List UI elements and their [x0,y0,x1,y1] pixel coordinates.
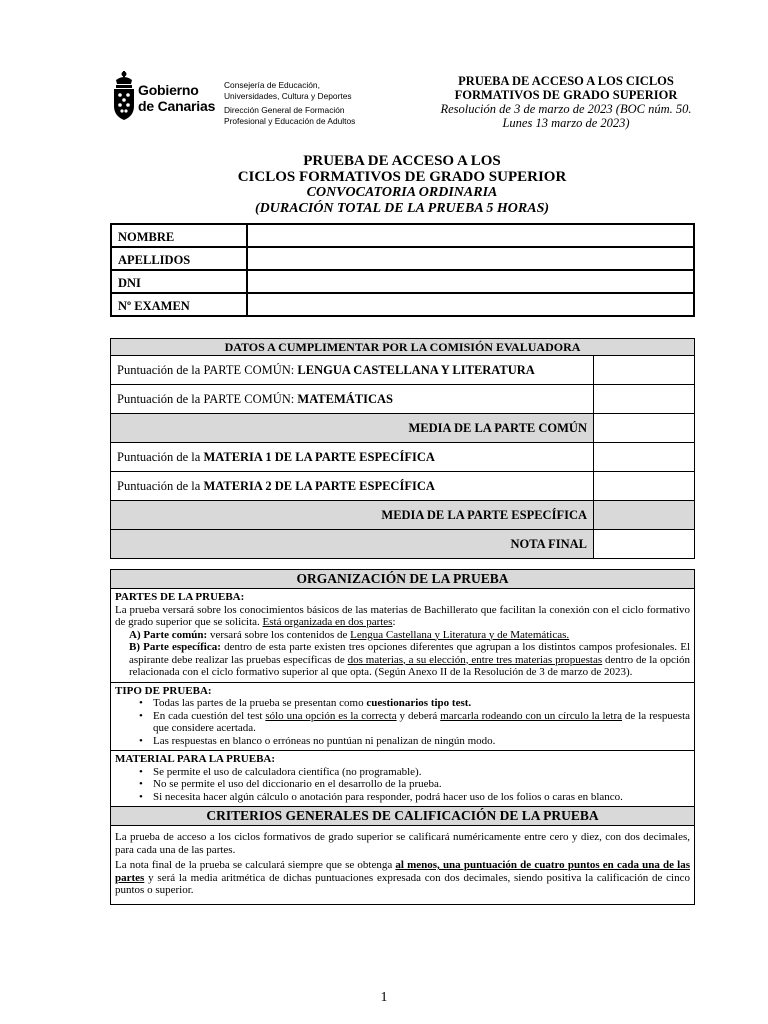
title-line-2: CICLOS FORMATIVOS DE GRADO SUPERIOR [237,169,567,185]
header-resolution-2: Lunes 13 marzo de 2023) [502,116,630,130]
header-title-1: PRUEBA DE ACCESO A LOS CICLOS [458,74,674,88]
tipo-item-1-text: Todas las partes de la prueba se presentan como [153,697,367,709]
parte-especifica-item [115,641,690,679]
document-title [110,153,694,216]
nota-final-field[interactable] [594,530,695,559]
media-especifica-label: MEDIA DE LA PARTE ESPECÍFICA [111,501,594,530]
title-line-3: CONVOCATORIA ORDINARIA [306,185,498,200]
partes-section [111,589,694,683]
header-resolution-1: Resolución de 3 de marzo de 2023 (BOC núm. 50. [440,102,692,116]
score-lengua-label [111,356,594,385]
score-lengua-subject: LENGUA CASTELLANA Y LITERATURA [297,362,535,377]
partes-text-underlined: Está organizada en dos partes [262,616,393,628]
tipo-item-1-bold: cuestionarios tipo test. [366,697,472,709]
criteria-section [111,826,694,904]
gov-name-line-2: de Canarias [138,98,216,114]
coat-of-arms-icon [110,70,138,124]
material-item-1: • Se permite el uso de calculadora científica (no programable). [115,766,690,779]
criteria-paragraph-2 [115,859,690,897]
tipo-item-2 [115,710,690,735]
tipo-item-2-u1: sólo una opción es la correcta [265,709,397,722]
criteria-paragraph-1: La prueba de acceso a los ciclos formativos de grado superior se calificará numéricamente entre cero y diez, con dos decimales, para cada una de las partes. [115,831,690,856]
dept-line-4: Profesional y Educación de Adultos [224,115,356,126]
score-matematicas-subject: MATEMÁTICAS [297,391,393,406]
score-matematicas-prefix: Puntuación de la PARTE COMÚN: [117,391,298,406]
criteria-p2-bold: al menos, una puntuación de cuatro puntos en cada una de las partes [115,859,690,884]
tipo-item-3: • Las respuestas en blanco o erróneas no puntúan ni penalizan de ningún modo. [115,735,690,748]
tipo-item-2-u2: marcarla rodeando con un círculo la letra [440,709,623,722]
score-materia2-prefix: Puntuación de la [117,478,204,493]
material-item-3: • Si necesita hacer algún cálculo o anotación para responder, podrá hacer uso de los folios o caras en blanco. [115,791,690,804]
score-matematicas-label [111,385,594,414]
apellidos-label: APELLIDOS [111,247,247,270]
score-materia2-label [111,472,594,501]
dni-label: DNI [111,270,247,293]
parte-especifica-label: B) Parte específica: [129,641,221,653]
header-title-2: FORMATIVOS DE GRADO SUPERIOR [454,88,678,102]
partes-text-end: : [392,616,396,628]
dept-line-2: Universidades, Cultura y Deportes [224,90,352,101]
apellidos-field[interactable] [247,247,694,270]
nota-final-label: NOTA FINAL [111,530,594,559]
parte-especifica-underlined: dos materias, a su elección, entre tres materias propuestas [347,653,603,666]
tipo-item-1 [115,697,690,710]
nombre-field[interactable] [247,224,694,247]
tipo-section [111,683,694,752]
media-comun-field[interactable] [594,414,695,443]
parte-especifica-text-end: dentro de la opción relacionada con el ciclo formativo superior al que opta. (Según Anexo II de la Resolución de 3 de marzo de 2023). [129,653,690,678]
score-materia2-field[interactable] [594,472,695,501]
department-name [224,80,355,126]
dni-field[interactable] [247,270,694,293]
evaluation-header: DATOS A CUMPLIMENTAR POR LA COMISIÓN EVALUADORA [111,339,695,356]
tipo-item-2-end: de la respuesta que considere acertada. [153,709,691,734]
parte-comun-label: A) Parte común: [129,628,208,641]
parte-comun-subjects: Lengua Castellana y Literatura y de Matemáticas. [350,628,570,641]
tipo-title: TIPO DE PRUEBA: [115,684,212,697]
title-line-4: (DURACIÓN TOTAL DE LA PRUEBA 5 HORAS) [254,200,550,216]
media-especifica-field[interactable] [594,501,695,530]
score-materia2-subject: MATERIA 2 DE LA PARTE ESPECÍFICA [203,478,435,493]
organization-header: ORGANIZACIÓN DE LA PRUEBA [111,570,694,589]
criteria-p2-end: y será la media aritmética de dichas puntuaciones expresada con dos decimales, siendo positiva la calificación de cinco puntos o superior. [115,871,690,896]
dept-line-1: Consejería de Educación, [224,80,320,90]
gov-name-line-1: Gobierno [138,82,199,98]
parte-comun-text: versará sobre los contenidos de [207,628,351,641]
header-exam-info [420,74,712,130]
evaluation-table [110,338,695,559]
government-name [138,82,215,114]
tipo-item-2-text: En cada cuestión del test [153,709,266,722]
parte-comun-item [115,629,690,642]
criteria-header: CRITERIOS GENERALES DE CALIFICACIÓN DE LA PRUEBA [111,807,694,826]
criteria-p2-text: La nota final de la prueba se calculará siempre que se obtenga [115,859,396,871]
title-line-1: PRUEBA DE ACCESO A LOS [303,153,501,169]
score-materia1-field[interactable] [594,443,695,472]
organization-box [110,569,695,905]
material-section [111,751,694,807]
nombre-label: NOMBRE [111,224,247,247]
score-materia1-subject: MATERIA 1 DE LA PARTE ESPECÍFICA [203,449,435,464]
tipo-item-2-mid: y deberá [396,709,441,722]
partes-text: La prueba versará sobre los conocimientos básicos de las materias de Bachillerato que facilitan la conexión con el ciclo formativo de grado superior que se solicita. [115,603,690,628]
score-materia1-prefix: Puntuación de la [117,449,204,464]
material-item-2: • No se permite el uso del diccionario en el desarrollo de la prueba. [115,778,690,791]
examen-label: Nº EXAMEN [111,293,247,316]
material-title: MATERIAL PARA LA PRUEBA: [115,753,276,765]
dept-line-3: Dirección General de Formación [224,105,345,115]
score-lengua-field[interactable] [594,356,695,385]
score-lengua-prefix: Puntuación de la PARTE COMÚN: [117,362,298,377]
media-comun-label: MEDIA DE LA PARTE COMÚN [111,414,594,443]
parte-especifica-text: dentro de esta parte existen tres opciones diferentes que agrupan a los distintos campos profesionales. El aspirante debe realizar las pruebas específicas de [129,641,691,666]
identity-table [110,223,695,317]
score-matematicas-field[interactable] [594,385,695,414]
score-materia1-label [111,443,594,472]
examen-field[interactable] [247,293,694,316]
government-logo [108,68,368,138]
page-number: 1 [380,990,388,1005]
partes-title: PARTES DE LA PRUEBA: [115,591,245,603]
